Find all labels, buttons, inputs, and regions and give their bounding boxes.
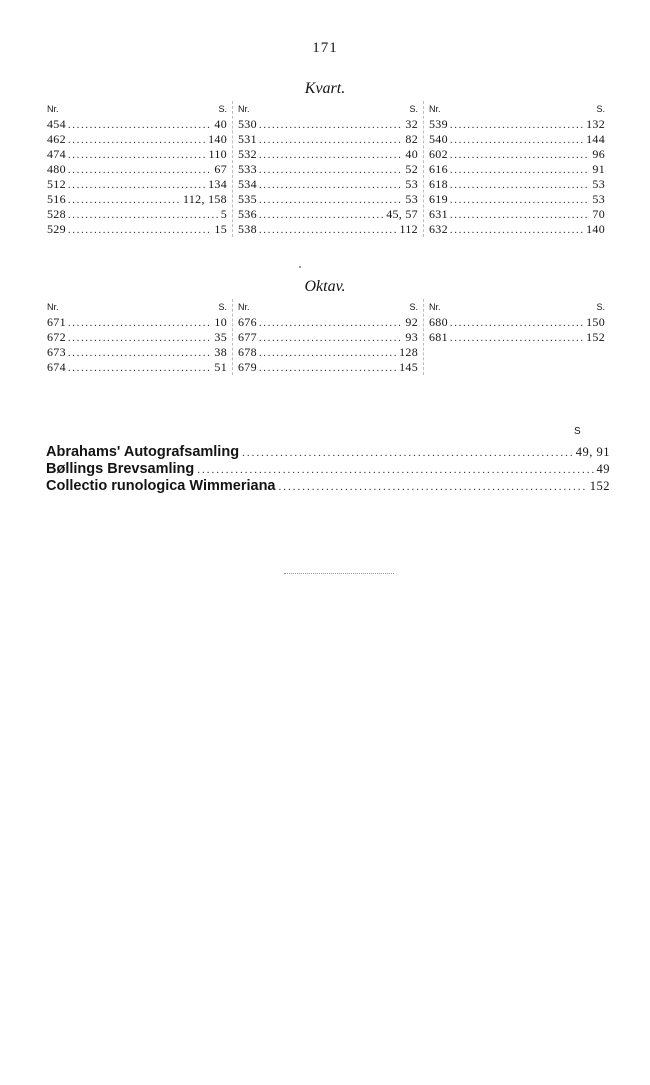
leader-dots [450,133,584,148]
index-entry [233,162,423,177]
column-header-nr: Nr. [238,302,250,312]
entry-number: 671 [47,315,66,329]
leader-dots [259,208,384,223]
index-entry [233,360,423,375]
leader-dots [68,361,212,376]
index-entry [424,192,610,207]
entry-pages: 40 [405,147,418,161]
closing-ornament [284,573,394,576]
index-column [232,101,424,237]
index-column [42,299,232,375]
index-entry [42,207,232,222]
entry-pages: 67 [214,162,227,176]
index-entry [424,222,610,237]
entry-number: 540 [429,132,448,146]
entry-number: 632 [429,222,448,236]
index-entry [42,162,232,177]
index-entry [233,177,423,192]
entry-pages: 93 [405,330,418,344]
column-header-nr: Nr. [238,104,250,114]
index-entry [233,207,423,222]
index-entry [233,192,423,207]
entry-pages: 144 [586,132,605,146]
leader-dots [68,178,206,193]
leader-dots [259,223,398,238]
entry-number: 480 [47,162,66,176]
collection-pages: 152 [589,479,610,493]
entry-number: 529 [47,222,66,236]
collection-pages: 49, 91 [575,445,610,459]
entry-pages: 51 [214,360,227,374]
leader-dots [259,178,403,193]
entry-pages: 152 [586,330,605,344]
entry-pages: 145 [399,360,418,374]
column-header [424,101,610,117]
entry-pages: 128 [399,345,418,359]
index-entry [42,315,232,330]
entry-pages: 15 [214,222,227,236]
leader-dots [68,331,212,346]
leader-dots [259,118,403,133]
index-entry [42,177,232,192]
leader-dots [197,462,593,479]
leader-dots [68,346,212,361]
leader-dots [259,346,397,361]
entry-number: 530 [238,117,257,131]
leader-dots [450,223,584,238]
entry-pages: 110 [208,147,227,161]
index-entry [42,222,232,237]
leader-dots [68,133,206,148]
separator-dot [299,266,301,268]
column-header [233,101,423,117]
entry-number: 538 [238,222,257,236]
leader-dots [450,178,590,193]
entry-pages: 32 [405,117,418,131]
index-column [42,101,232,237]
leader-dots [450,118,584,133]
column-header-nr: Nr. [47,302,59,312]
index-entry [42,147,232,162]
entry-number: 602 [429,147,448,161]
entry-pages: 140 [586,222,605,236]
index-entry [424,330,610,345]
collection-entry [46,461,610,478]
entry-number: 454 [47,117,66,131]
column-header [42,101,232,117]
entry-number: 674 [47,360,66,374]
leader-dots [259,148,403,163]
entry-number: 462 [47,132,66,146]
column-header-s: S. [409,104,418,114]
index-entry [233,117,423,132]
leader-dots [68,148,207,163]
leader-dots [259,163,403,178]
index-entry [424,207,610,222]
entry-number: 680 [429,315,448,329]
index-entry [42,360,232,375]
entry-number: 672 [47,330,66,344]
index-table-oktav [42,299,610,375]
index-entry [42,345,232,360]
leader-dots [259,331,403,346]
index-entry [233,147,423,162]
leader-dots [242,445,573,462]
entry-number: 531 [238,132,257,146]
entry-pages: 82 [405,132,418,146]
entry-number: 539 [429,117,448,131]
index-entry [42,132,232,147]
entry-number: 516 [47,192,66,206]
entry-number: 673 [47,345,66,359]
entry-number: 679 [238,360,257,374]
index-entry [42,117,232,132]
collection-name: Bøllings Brevsamling [46,461,195,477]
index-entry [424,177,610,192]
leader-dots [68,316,212,331]
index-entry [424,315,610,330]
index-column [232,299,424,375]
collection-pages: 49 [596,462,610,476]
entry-pages: 70 [592,207,605,221]
index-entry [424,117,610,132]
entry-number: 678 [238,345,257,359]
column-header-s: S. [218,104,227,114]
entry-pages: 112 [399,222,418,236]
entry-pages: 53 [592,192,605,206]
entry-pages: 53 [405,192,418,206]
entry-number: 616 [429,162,448,176]
page-number: 171 [312,40,338,56]
collections-list [46,444,610,495]
index-column [424,299,610,375]
entry-number: 532 [238,147,257,161]
entry-pages: 150 [586,315,605,329]
index-entry [233,330,423,345]
index-entry [233,315,423,330]
entry-pages: 92 [405,315,418,329]
column-header [233,299,423,315]
index-entry [424,132,610,147]
entry-pages: 45, 57 [386,207,418,221]
index-entry [424,147,610,162]
column-header-nr: Nr. [429,302,441,312]
section-title-oktav: Oktav. [304,278,346,295]
entry-pages: 5 [220,207,227,221]
leader-dots [450,208,590,223]
column-header-s: S. [218,302,227,312]
entry-pages: 132 [586,117,605,131]
entry-number: 681 [429,330,448,344]
index-entry [233,132,423,147]
entry-pages: 112, 158 [183,192,227,206]
entry-number: 528 [47,207,66,221]
index-table-kvart [42,101,610,237]
entry-number: 618 [429,177,448,191]
entry-pages: 140 [208,132,227,146]
leader-dots [450,193,590,208]
entry-number: 677 [238,330,257,344]
entry-number: 512 [47,177,66,191]
entry-pages: 38 [214,345,227,359]
index-entry [233,222,423,237]
entry-pages: 40 [214,117,227,131]
leader-dots [68,163,212,178]
entry-pages: 10 [214,315,227,329]
column-header-nr: Nr. [47,104,59,114]
entry-number: 676 [238,315,257,329]
column-header-s: S. [596,302,605,312]
leader-dots [68,118,212,133]
column-header [424,299,610,315]
entry-number: 534 [238,177,257,191]
entry-number: 536 [238,207,257,221]
collections-s-label: S [574,426,581,437]
entry-pages: 96 [592,147,605,161]
entry-number: 535 [238,192,257,206]
leader-dots [259,361,397,376]
entry-number: 533 [238,162,257,176]
leader-dots [450,316,584,331]
entry-number: 619 [429,192,448,206]
entry-pages: 91 [592,162,605,176]
leader-dots [259,193,403,208]
collection-name: Collectio runologica Wimmeriana [46,478,276,494]
section-title-kvart: Kvart. [304,80,346,97]
entry-pages: 35 [214,330,227,344]
collection-entry [46,444,610,461]
collection-entry [46,478,610,495]
entry-number: 474 [47,147,66,161]
leader-dots [450,163,590,178]
leader-dots [450,148,590,163]
index-entry [233,345,423,360]
entry-pages: 53 [405,177,418,191]
index-entry [42,330,232,345]
column-header-s: S. [596,104,605,114]
entry-pages: 53 [592,177,605,191]
leader-dots [68,223,212,238]
column-header-nr: Nr. [429,104,441,114]
leader-dots [68,193,181,208]
column-header [42,299,232,315]
leader-dots [450,331,584,346]
leader-dots [259,133,403,148]
collection-name: Abrahams' Autografsamling [46,444,240,460]
index-entry [42,192,232,207]
index-column [424,101,610,237]
entry-pages: 134 [208,177,227,191]
leader-dots [279,479,587,496]
leader-dots [68,208,219,223]
entry-pages: 52 [405,162,418,176]
column-header-s: S. [409,302,418,312]
entry-number: 631 [429,207,448,221]
index-entry [424,162,610,177]
leader-dots [259,316,403,331]
